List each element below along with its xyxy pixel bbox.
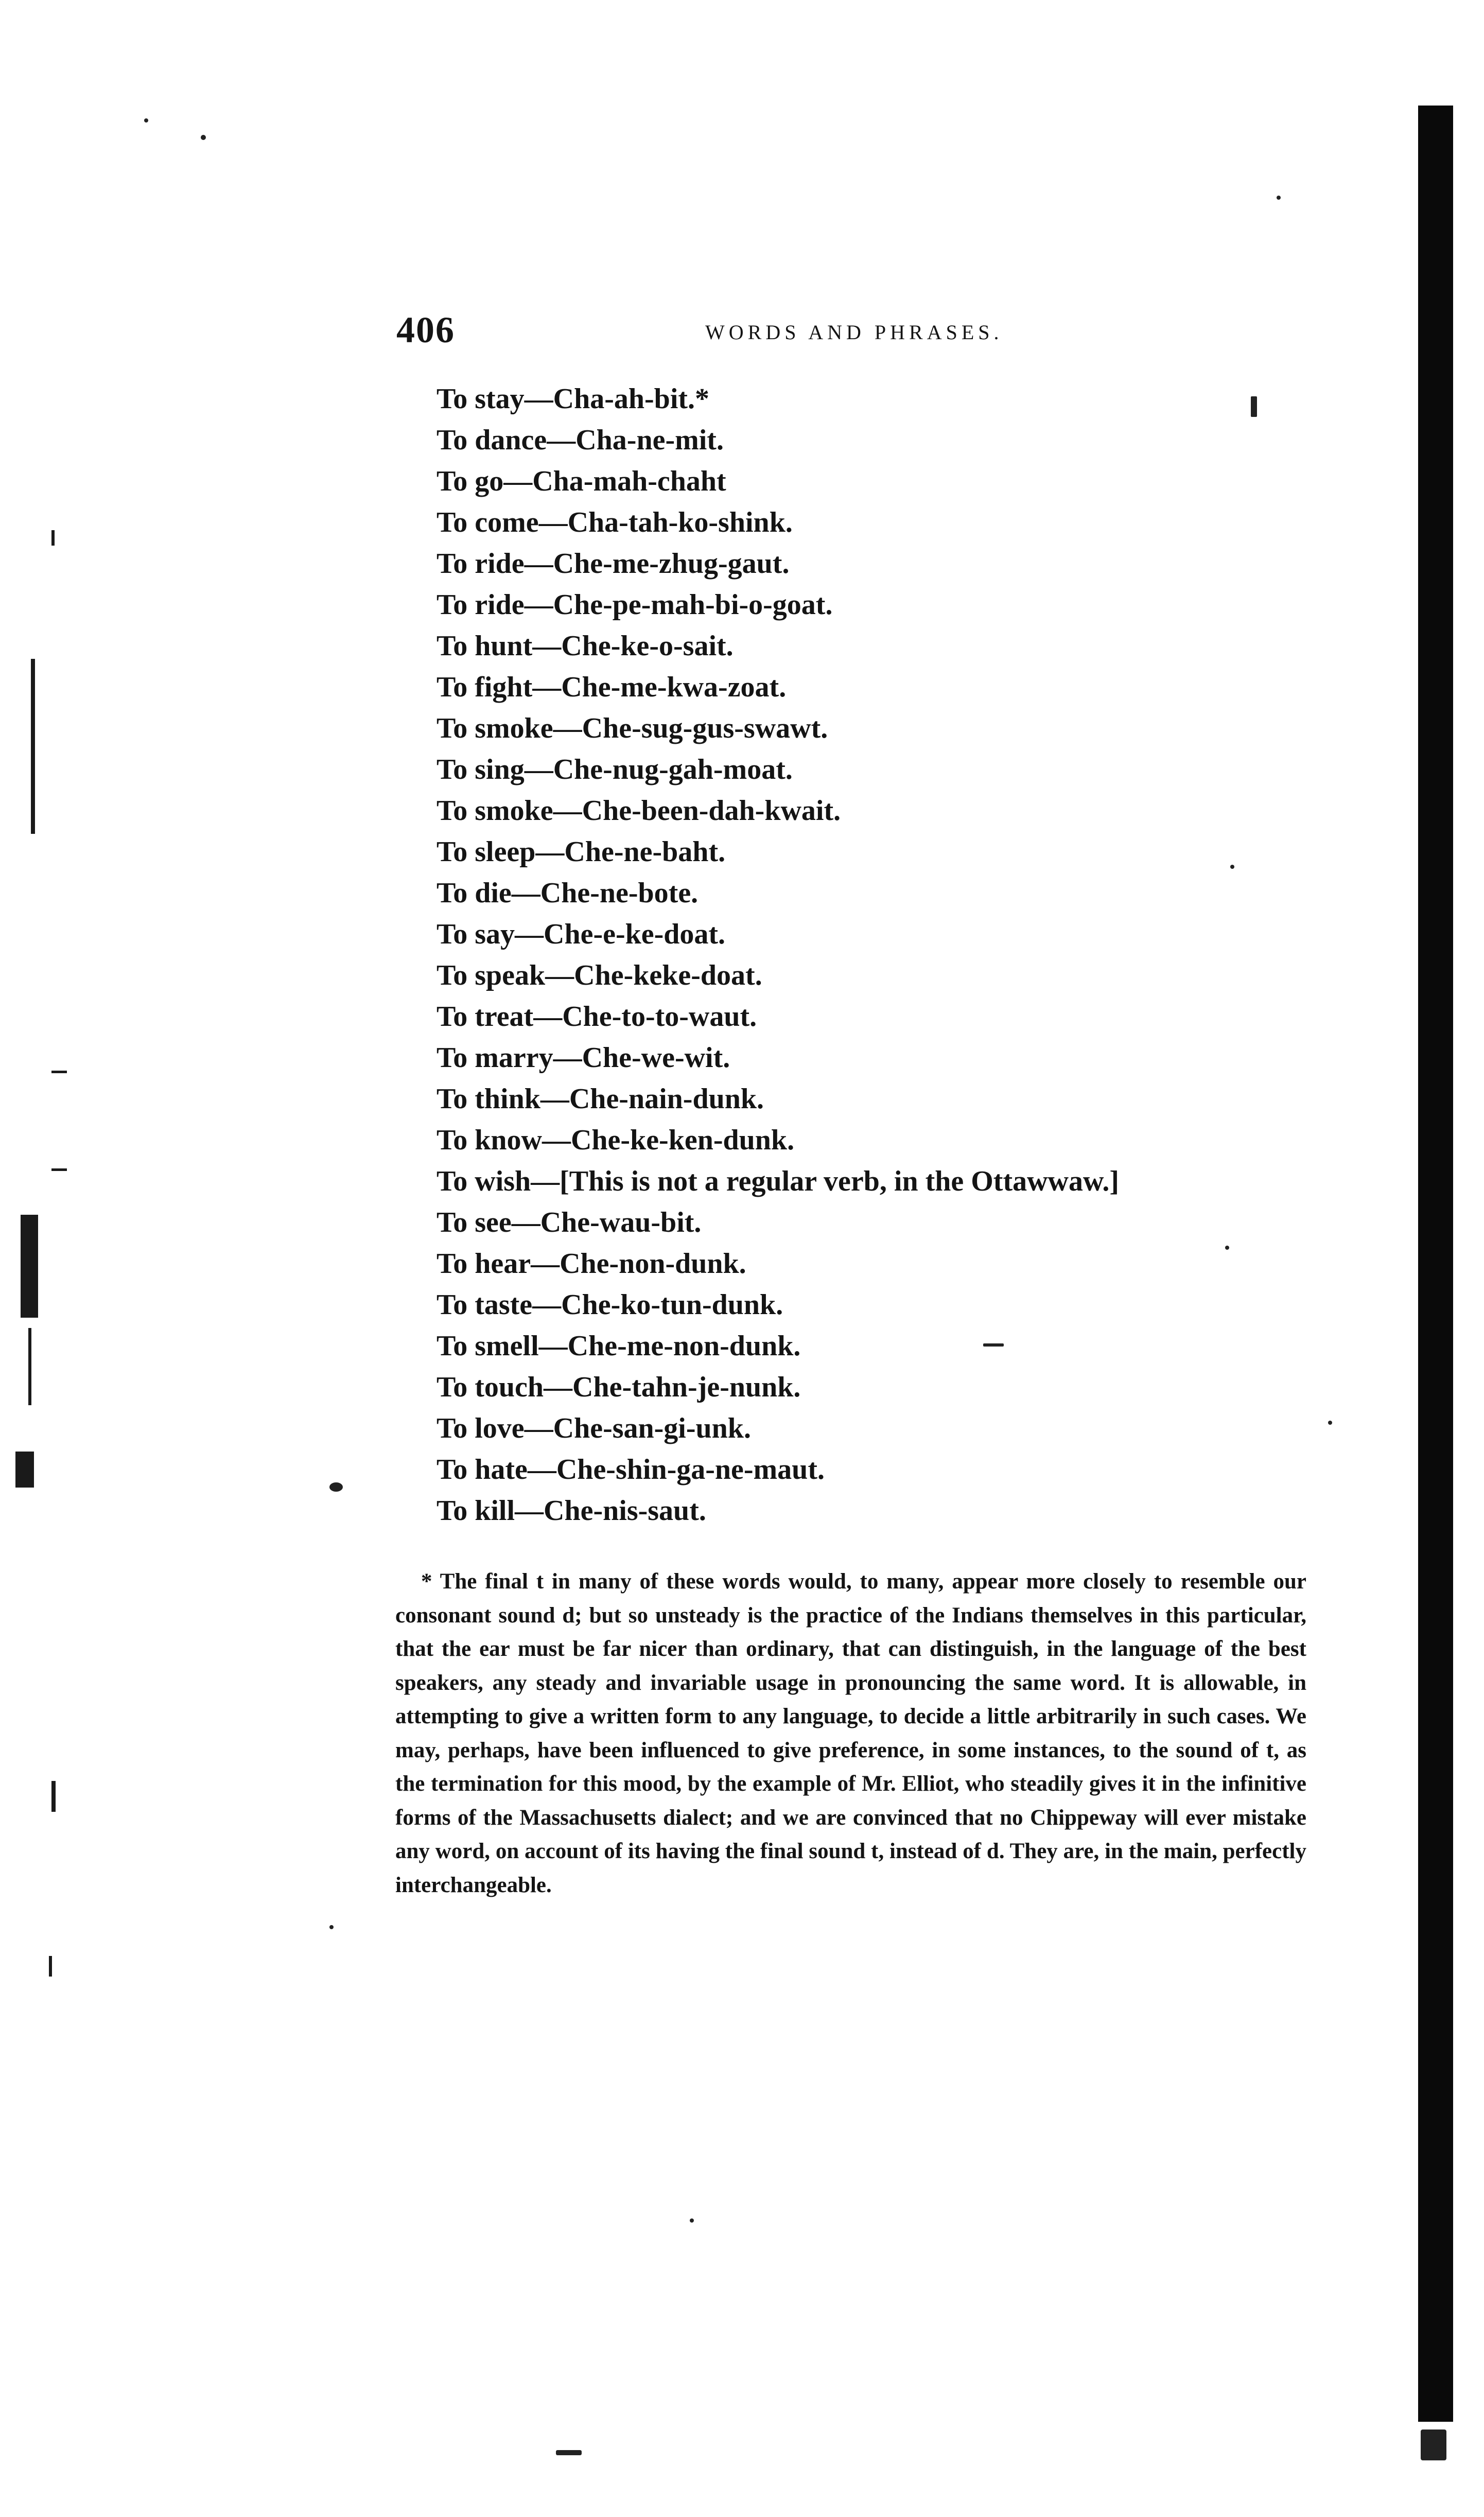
em-dash: — — [524, 1412, 553, 1444]
vocabulary-entry — [437, 625, 1312, 667]
vocabulary-entry — [437, 914, 1312, 955]
vocabulary-entry — [437, 1161, 1312, 1202]
page-header — [396, 309, 1040, 355]
em-dash: — — [531, 1248, 560, 1280]
english-verb: To hear — [437, 1248, 531, 1280]
english-verb: To touch — [437, 1371, 544, 1403]
speck — [1421, 2429, 1446, 2460]
english-verb: To hunt — [437, 630, 533, 662]
vocabulary-entry — [437, 708, 1312, 749]
footnote-text: * The final t in many of these words would, to many, appear more closely to resemble our consonant sound d; but so unsteady is the practice of the Indians themselves in this particular, that the ear must be far nicer than ordinary, that can distinguish, in the language of the best speakers, any steady and invariable usage in pronouncing the same word. It is allowable, in attempting to give a written form to any language, to decide a little arbitrarily in such cases. We may, perhaps, have been influenced to give preference, in some instances, to the sound of t, as the termination for this mood, by the example of Mr. Elliot, who steadily gives it in the infinitive forms of the Massachusetts dialect; and we are convinced that no Chippeway will ever mistake any word, on account of its having the final sound t, instead of d. They are, in the main, perfectly interchangeable. — [395, 1569, 1306, 1897]
ottawa-translation: Che-e-ke-doat. — [544, 918, 726, 950]
english-verb: To fight — [437, 671, 533, 703]
em-dash: — — [532, 1289, 562, 1321]
english-verb: To see — [437, 1207, 512, 1238]
english-verb: To come — [437, 506, 539, 538]
gutter-mark — [49, 1956, 52, 1977]
english-verb: To hate — [437, 1454, 528, 1485]
em-dash: — — [538, 1330, 568, 1362]
ottawa-translation: Che-tahn-je-nunk. — [572, 1371, 801, 1403]
ottawa-translation: [This is not a regular verb, in the Ottawwaw.] — [560, 1165, 1119, 1197]
english-verb: To sleep — [437, 836, 536, 868]
english-verb: To taste — [437, 1289, 533, 1321]
vocabulary-entry — [437, 461, 1312, 502]
english-verb: To speak — [437, 959, 546, 991]
em-dash: — — [515, 1495, 544, 1527]
english-verb: To dance — [437, 424, 547, 456]
vocabulary-list — [437, 378, 1312, 1531]
vocabulary-entry — [437, 1449, 1312, 1490]
vocabulary-entry — [437, 1120, 1312, 1161]
ottawa-translation: Cha-mah-chaht — [532, 465, 726, 497]
speck — [556, 2450, 582, 2455]
footnote — [395, 1565, 1306, 1902]
gutter-mark — [51, 1071, 67, 1073]
ottawa-translation: Cha-ah-bit.* — [553, 383, 710, 415]
ottawa-translation: Che-been-dah-kwait. — [582, 795, 841, 827]
em-dash: — — [553, 795, 582, 827]
ottawa-translation: Cha-ne-mit. — [575, 424, 724, 456]
page-number: 406 — [396, 309, 455, 351]
english-verb: To ride — [437, 548, 525, 580]
ottawa-translation: Che-nis-saut. — [544, 1495, 706, 1527]
speck — [690, 2218, 694, 2223]
em-dash: — — [511, 1207, 540, 1238]
gutter-mark — [15, 1452, 34, 1488]
vocabulary-entry — [437, 543, 1312, 584]
ottawa-translation: Che-non-dunk. — [560, 1248, 746, 1280]
em-dash: — — [524, 548, 553, 580]
vocabulary-entry — [437, 1284, 1312, 1325]
vocabulary-entry — [437, 749, 1312, 790]
em-dash: — — [524, 383, 553, 415]
speck — [201, 135, 206, 140]
english-verb: To marry — [437, 1042, 553, 1074]
vocabulary-entry — [437, 790, 1312, 831]
english-verb: To stay — [437, 383, 525, 415]
running-head: WORDS AND PHRASES. — [705, 321, 1003, 344]
em-dash: — — [547, 424, 576, 456]
ottawa-translation: Che-shin-ga-ne-maut. — [556, 1454, 825, 1485]
em-dash: — — [542, 1124, 571, 1156]
speck — [329, 1482, 343, 1492]
em-dash: — — [553, 1042, 582, 1074]
em-dash: — — [538, 506, 568, 538]
gutter-mark — [51, 1168, 67, 1171]
gutter-mark — [31, 659, 35, 834]
vocabulary-entry — [437, 584, 1312, 625]
gutter-mark — [28, 1328, 31, 1405]
em-dash: — — [532, 671, 562, 703]
em-dash: — — [545, 959, 574, 991]
ottawa-translation: Che-sug-gus-swawt. — [582, 712, 828, 744]
english-verb: To kill — [437, 1495, 515, 1527]
english-verb: To know — [437, 1124, 542, 1156]
em-dash: — — [524, 754, 553, 785]
vocabulary-entry — [437, 1408, 1312, 1449]
gutter-mark — [51, 530, 55, 546]
vocabulary-entry — [437, 1202, 1312, 1243]
em-dash: — — [544, 1371, 573, 1403]
ottawa-translation: Che-nain-dunk. — [569, 1083, 764, 1115]
em-dash: — — [503, 465, 533, 497]
ottawa-translation: Che-pe-mah-bi-o-goat. — [553, 589, 833, 621]
english-verb: To die — [437, 877, 512, 909]
ottawa-translation: Che-we-wit. — [582, 1042, 730, 1074]
english-verb: To treat — [437, 1001, 534, 1033]
gutter-mark — [21, 1215, 38, 1318]
english-verb: To smoke — [437, 795, 553, 827]
speck — [329, 1925, 334, 1929]
ottawa-translation: Che-keke-doat. — [574, 959, 762, 991]
ottawa-translation: Che-me-kwa-zoat. — [561, 671, 787, 703]
english-verb: To love — [437, 1412, 525, 1444]
english-verb: To smoke — [437, 712, 553, 744]
vocabulary-entry — [437, 1490, 1312, 1531]
english-verb: To wish — [437, 1165, 531, 1197]
ottawa-translation: Che-to-to-waut. — [562, 1001, 757, 1033]
vocabulary-entry — [437, 1243, 1312, 1284]
vocabulary-entry — [437, 996, 1312, 1037]
em-dash: — — [515, 918, 544, 950]
english-verb: To sing — [437, 754, 525, 785]
vocabulary-entry — [437, 1325, 1312, 1367]
binding-edge — [1418, 106, 1453, 2422]
ottawa-translation: Che-wau-bit. — [540, 1207, 702, 1238]
em-dash: — — [511, 877, 540, 909]
vocabulary-entry — [437, 420, 1312, 461]
speck — [144, 118, 148, 123]
speck — [1328, 1421, 1332, 1425]
vocabulary-entry — [437, 378, 1312, 420]
ottawa-translation: Che-ne-bote. — [540, 877, 699, 909]
gutter-artifacts — [0, 0, 103, 2517]
vocabulary-entry — [437, 872, 1312, 914]
vocabulary-entry — [437, 1037, 1312, 1078]
ottawa-translation: Che-ko-tun-dunk. — [561, 1289, 783, 1321]
em-dash: — — [533, 1001, 563, 1033]
vocabulary-entry — [437, 1078, 1312, 1120]
gutter-mark — [51, 1781, 56, 1812]
vocabulary-entry — [437, 502, 1312, 543]
vocabulary-entry — [437, 1367, 1312, 1408]
em-dash: — — [540, 1083, 569, 1115]
ottawa-translation: Che-nug-gah-moat. — [553, 754, 793, 785]
ottawa-translation: Che-ke-o-sait. — [561, 630, 734, 662]
vocabulary-entry — [437, 955, 1312, 996]
english-verb: To think — [437, 1083, 540, 1115]
ottawa-translation: Che-ne-baht. — [564, 836, 726, 868]
ottawa-translation: Cha-tah-ko-shink. — [567, 506, 793, 538]
em-dash: — — [553, 712, 582, 744]
ottawa-translation: Che-me-non-dunk. — [567, 1330, 801, 1362]
vocabulary-entry — [437, 667, 1312, 708]
ottawa-translation: Che-san-gi-unk. — [553, 1412, 751, 1444]
em-dash: — — [524, 589, 553, 621]
vocabulary-entry — [437, 831, 1312, 872]
em-dash: — — [527, 1454, 556, 1485]
em-dash: — — [535, 836, 565, 868]
english-verb: To say — [437, 918, 515, 950]
ottawa-translation: Che-ke-ken-dunk. — [570, 1124, 795, 1156]
speck — [1277, 196, 1281, 200]
english-verb: To go — [437, 465, 504, 497]
em-dash: — — [532, 630, 562, 662]
english-verb: To smell — [437, 1330, 539, 1362]
english-verb: To ride — [437, 589, 525, 621]
em-dash: — — [531, 1165, 560, 1197]
ottawa-translation: Che-me-zhug-gaut. — [553, 548, 790, 580]
